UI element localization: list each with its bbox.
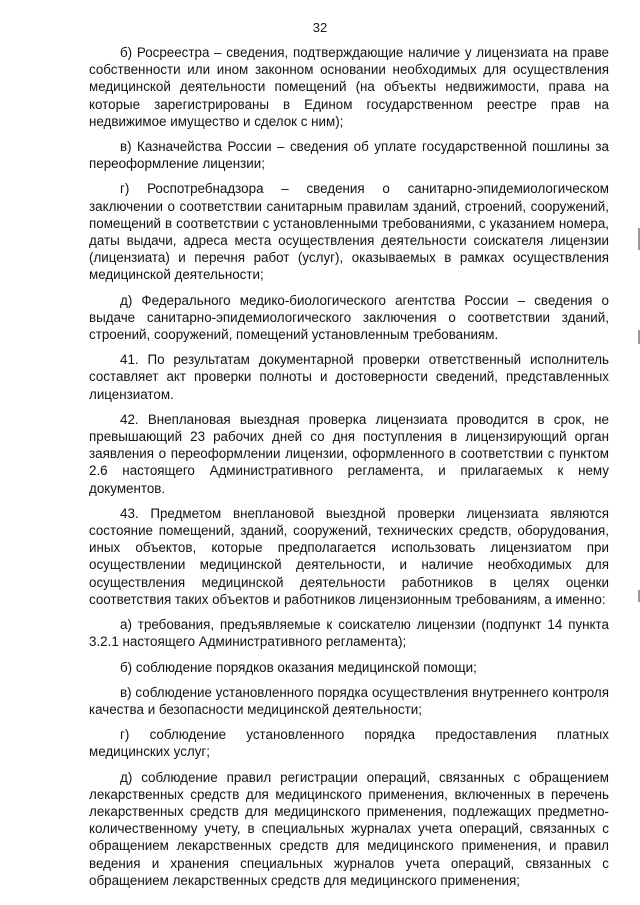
paragraph-rospotrebnadzor: г) Роспотребнадзора – сведения о санитарно-эпидемиологическом заключении о соответствии санитарным правилам зданий, строений, сооружений, помещений в соответствии с установленными требованиями, с указанием номера, даты выдачи, адреса места осуществления деятельности соискателя лицензии (лицензиата) и перечня работ (услуг), оказываемых в рамках осуществления медицинской деятельности; bbox=[89, 181, 609, 283]
document-body bbox=[89, 44, 609, 897]
paragraph-fmba: д) Федерального медико-биологического агентства России – сведения о выдаче санитарно-эпидемиологического заключения о соответствии зданий, строений, сооружений, помещений установленным требованиям. bbox=[89, 292, 609, 343]
paragraph-41: 41. По результатам документарной проверки ответственный исполнитель составляет акт проверки полноты и достоверности сведений, представленных лицензиатом. bbox=[89, 352, 609, 402]
paragraph-43-d: д) соблюдение правил регистрации операций, связанных с обращением лекарственных средств для медицинского применения, включенных в перечень лекарственных средств для медицинского применения, подлежащих предметно-количественному учету, в специальных журналах учета операций, связанных с обращением лекарственных средств для медицинского применения, и правил ведения и хранения специальных журналов учета операций, связанных с обращением лекарственных средств для медицинского применения; bbox=[89, 769, 609, 888]
paragraph-43: 43. Предметом внеплановой выездной проверки лицензиата являются состояние помещений, зданий, сооружений, технических средств, оборудования, иных объектов, которые предполагается использовать лицензиатом при осуществлении медицинской деятельности, и наличие необходимых для осуществления медицинской деятельности работников в целях оценки соответствия таких объектов и работников лицензионным требованиям, а именно: bbox=[89, 505, 609, 607]
paragraph-43-b: б) соблюдение порядков оказания медицинской помощи; bbox=[120, 659, 477, 675]
paragraph-treasury: в) Казначейства России – сведения об уплате государственной пошлины за переоформление лицензии; bbox=[89, 139, 609, 172]
page-number: 32 bbox=[312, 20, 328, 35]
paragraph-43-v: в) соблюдение установленного порядка осуществления внутреннего контроля качества и безопасности медицинской деятельности; bbox=[89, 684, 609, 717]
paragraph-43-a: а) требования, предъявляемые к соискателю лицензии (подпункт 14 пункта 3.2.1 настоящего Административного регламента); bbox=[89, 617, 609, 650]
paragraph-rosreestr: б) Росреестра – сведения, подтверждающие наличие у лицензиата на праве собственности или ином законном основании необходимых для осуществления медицинской деятельности помещений (на объекты недвижимости, права на которые зарегистрированы в Едином государственном реестре прав на недвижимое имущество и сделок с ним); bbox=[89, 45, 609, 129]
paragraph-43-g: г) соблюдение установленного порядка предоставления платных медицинских услуг; bbox=[89, 727, 609, 760]
paragraph-42: 42. Внеплановая выездная проверка лицензиата проводится в срок, не превышающий 23 рабочих дней со дня поступления в лицензирующий орган заявления о переоформлении лицензии, оформленного в соответствии с пунктом 2.6 настоящего Административного регламента, и прилагаемых к нему документов. bbox=[89, 411, 609, 496]
